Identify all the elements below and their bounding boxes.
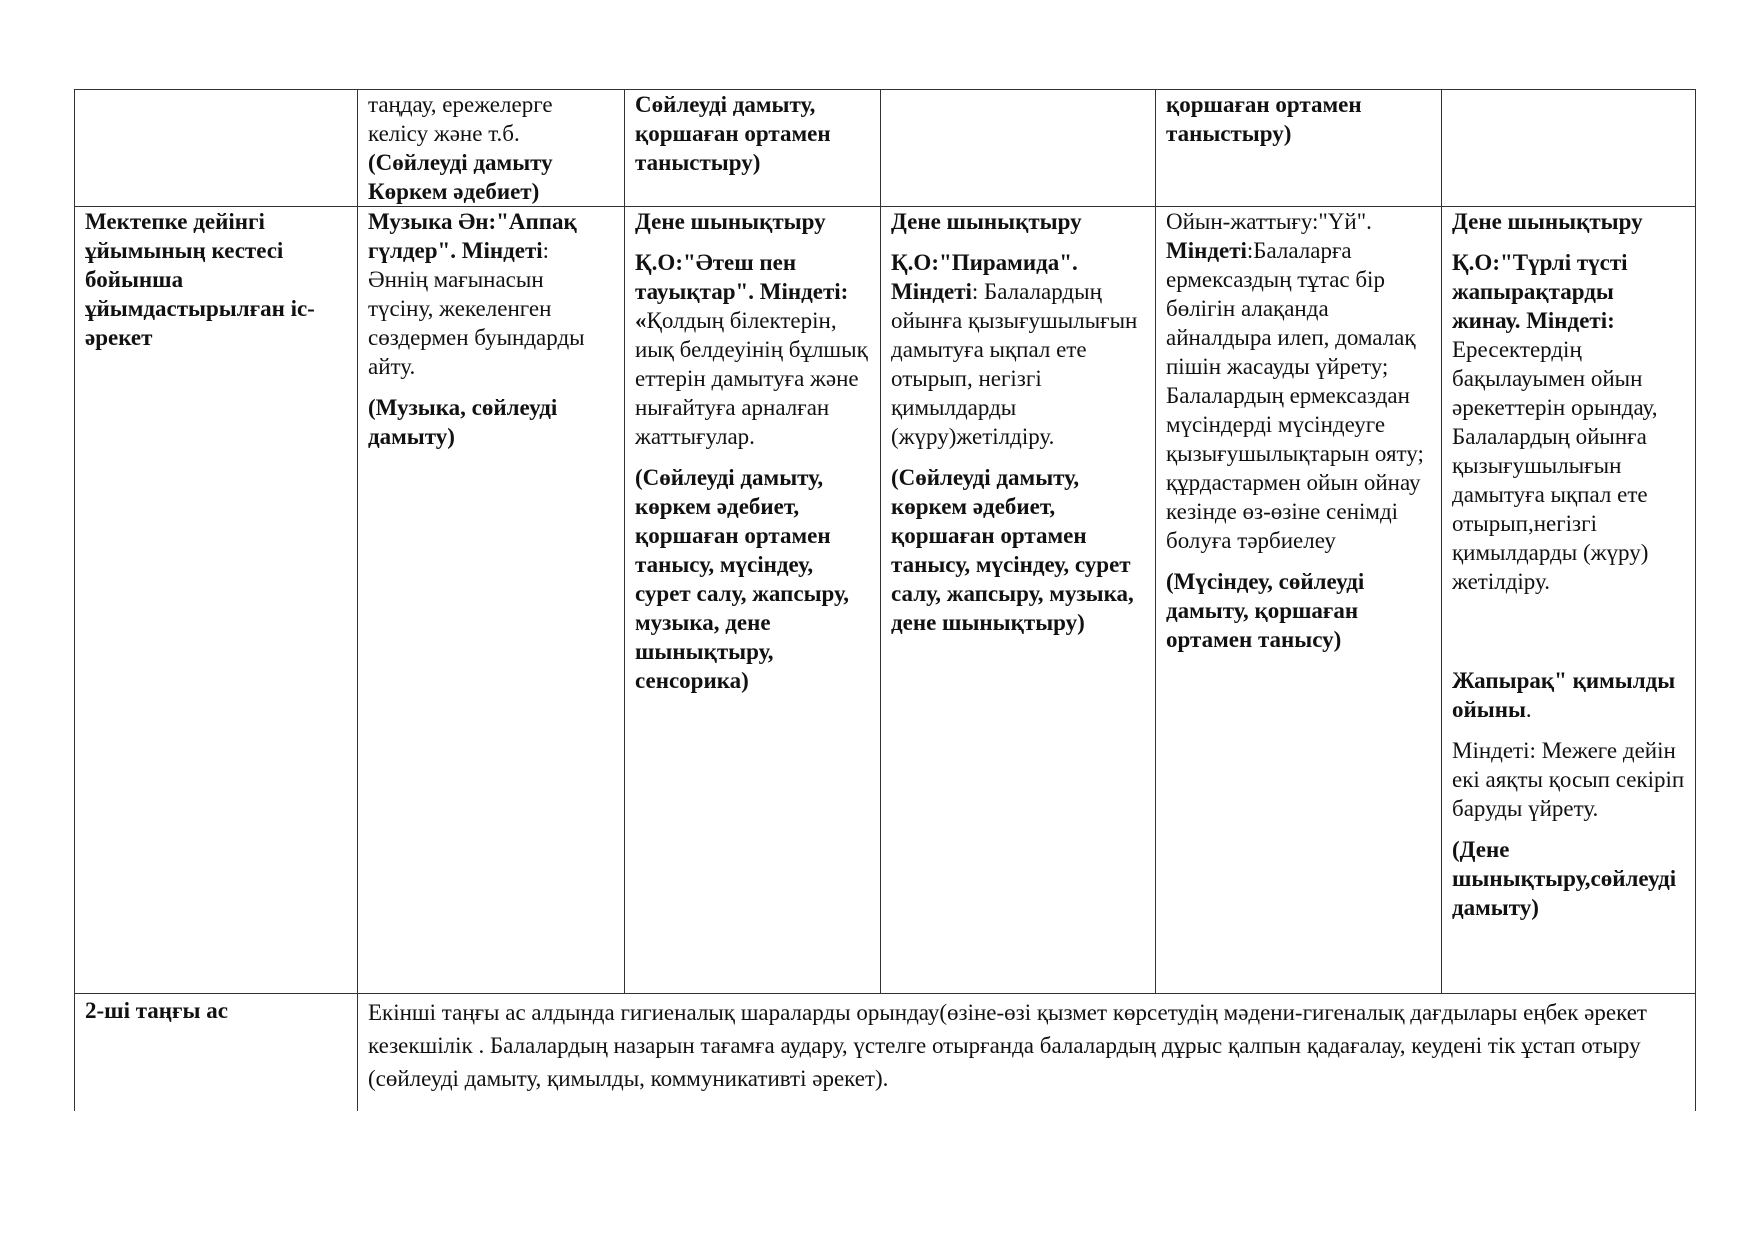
table-cell xyxy=(358,90,625,207)
cell-paragraph xyxy=(891,248,1145,451)
cell-paragraph xyxy=(1166,207,1431,555)
cell-text: Ересектердің бақылауымен ойын әрекеттерін орындау, Балалардың ойынға қызығушылығын дамытуға ықпал ете отырып,негізгі қимылдарды (жүру) жетілдіру. xyxy=(1452,337,1658,594)
table-cell xyxy=(75,90,358,207)
row-label-text: 2-ші таңғы ас xyxy=(85,998,228,1023)
cell-text: (Дене шынықтыру,сөйлеуді дамыту) xyxy=(1452,837,1677,920)
cell-text: Міндеті xyxy=(1166,238,1247,263)
table-cell xyxy=(358,207,625,994)
cell-paragraph xyxy=(1166,90,1431,148)
cell-paragraph xyxy=(635,248,870,451)
cell-text: Қ.О:"Түрлі түсті жапырақтарды жинау. Міндеті: xyxy=(1452,250,1628,333)
table-cell xyxy=(358,994,1696,1111)
cell-text: Қ.О:"Әтеш пен тауықтар". Міндеті: « xyxy=(635,250,849,333)
table-cell xyxy=(625,207,881,994)
cell-text: (Музыка, сөйлеуді дамыту) xyxy=(368,395,558,449)
cell-paragraph xyxy=(368,393,614,451)
row-label xyxy=(75,994,358,1111)
table-cell xyxy=(1156,207,1442,994)
cell-text: Жапырақ" қимылды ойыны xyxy=(1452,668,1676,722)
cell-text: Музыка Ән:"Аппақ гүлдер". Міндеті xyxy=(368,209,577,263)
table-cell xyxy=(1156,90,1442,207)
table-cell xyxy=(881,207,1156,994)
table-cell xyxy=(1442,207,1696,994)
row-text: Екінші таңғы ас алдында гигиеналық шараларды орындау(өзіне-өзі қызмет көрсетудің мәдени-гигеналық дағдылары еңбек әрекет кезекшілік . Балалардың назарын тағамға аудару, үстелге отырғанда балалардың дұрыс қалпын қадағалау, кеудені тік ұстап отыру (сөйлеуді дамыту, қимылды, коммуникативті әрекет). xyxy=(368,1000,1647,1091)
cell-text: Қолдың білектерін, иық белдеуінің бұлшық еттерін дамытуға және нығайтуға арналған жаттығулар. xyxy=(635,308,868,449)
cell-text: : Әннің мағынасын түсіну, жекеленген сөздермен буындарды айту. xyxy=(368,238,585,379)
cell-paragraph xyxy=(635,90,870,177)
cell-paragraph xyxy=(891,207,1145,236)
table-cell xyxy=(881,90,1156,207)
cell-text: қоршаған ортамен таныстыру) xyxy=(1166,92,1362,146)
cell-paragraph xyxy=(85,207,347,352)
cell-paragraph xyxy=(891,463,1145,637)
cell-paragraph xyxy=(1166,567,1431,654)
cell-paragraph xyxy=(635,463,870,695)
cell-paragraph xyxy=(1452,835,1685,922)
cell-paragraph xyxy=(1452,207,1685,236)
schedule-table xyxy=(74,89,1696,1111)
cell-text: :Балаларға ермексаздың тұтас бір бөлігін алақанда айналдыра илеп, домалақ пішін жасауды үйрету; Балалардың ермексаздан мүсіндерді мүсіндеуге қызығушылықтарын ояту; құрдастармен ойын ойнау кезінде өз-өзіне сенімді болуға тәрбиелеу xyxy=(1166,238,1424,553)
cell-text: таңдау, ережелерге келісу және т.б. xyxy=(368,92,553,146)
cell-paragraph xyxy=(368,207,614,381)
cell-text: Мектепке дейінгі ұйымының кестесі бойынша ұйымдастырылған іс-әрекет xyxy=(85,209,315,350)
table-cell xyxy=(1442,90,1696,207)
cell-paragraph xyxy=(1452,248,1685,596)
cell-text: . xyxy=(1525,697,1532,722)
table-row xyxy=(75,994,1696,1111)
cell-text: Дене шынықтыру xyxy=(635,209,826,234)
cell-text: Дене шынықтыру xyxy=(891,209,1082,234)
table-row xyxy=(75,90,1696,207)
cell-text: Ойын-жаттығу:"Үй". xyxy=(1166,209,1372,234)
cell-text: Міндеті: Межеге дейін екі аяқты қосып секіріп баруды үйрету. xyxy=(1452,738,1685,821)
cell-text: (Мүсіндеу, сөйлеуді дамыту, қоршаған ортамен танысу) xyxy=(1166,569,1365,652)
cell-paragraph xyxy=(368,90,614,206)
cell-text: : Балалардың ойынға қызығушылығын дамытуға ықпал ете отырып, негізгі қимылдарды (жүру)жетілдіру. xyxy=(891,279,1138,449)
cell-text: (Сөйлеуді дамыту Көркем әдебиет) xyxy=(368,150,553,204)
cell-text: (Сөйлеуді дамыту, көркем әдебиет, қоршаған ортамен танысу, мүсіндеу, сурет салу, жапсыру, музыка, дене шынықтыру) xyxy=(891,465,1134,635)
table-cell xyxy=(625,90,881,207)
cell-text: Сөйлеуді дамыту, қоршаған ортамен таныстыру) xyxy=(635,92,831,175)
cell-text: Дене шынықтыру xyxy=(1452,209,1643,234)
table-row xyxy=(75,207,1696,994)
cell-text: Қ.О:"Пирамида". Міндеті xyxy=(891,250,1078,304)
table-cell xyxy=(75,207,358,994)
cell-paragraph xyxy=(1452,736,1685,823)
cell-paragraph xyxy=(635,207,870,236)
cell-paragraph xyxy=(1452,666,1685,724)
cell-text: (Сөйлеуді дамыту, көркем әдебиет, қоршаған ортамен танысу, мүсіндеу, сурет салу, жапсыру, музыка, дене шынықтыру, сенсорика) xyxy=(635,465,849,693)
